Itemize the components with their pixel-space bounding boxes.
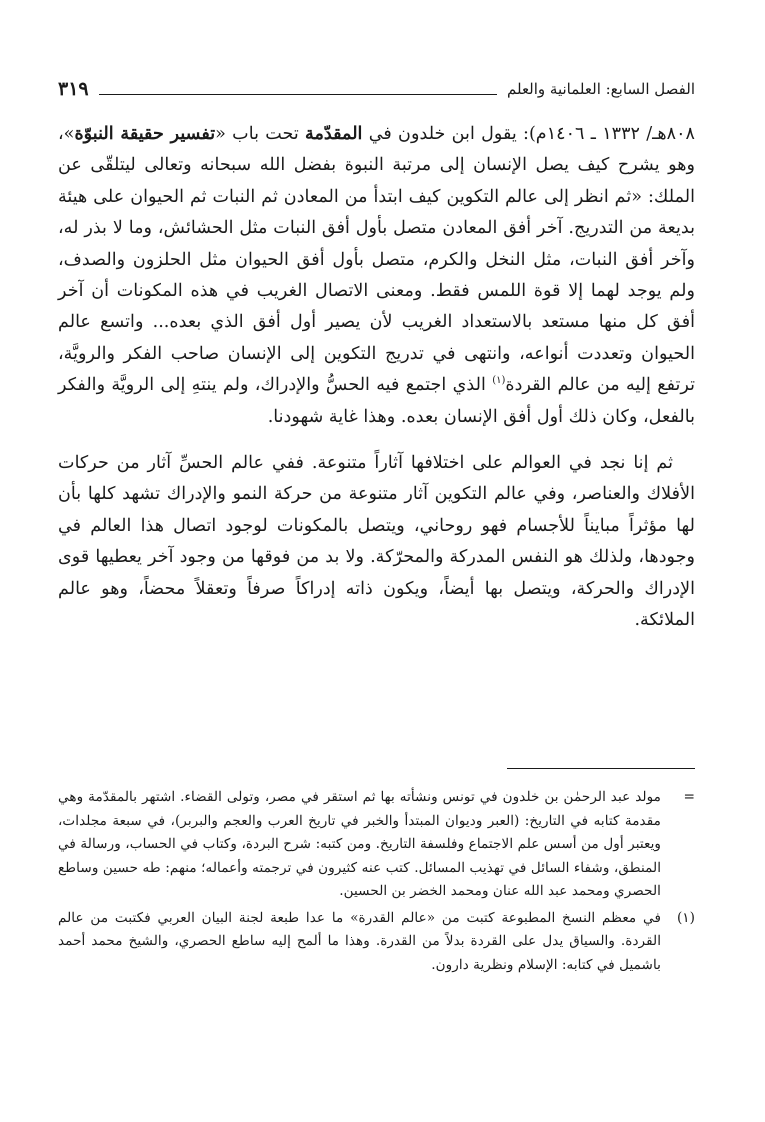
quote-intro: ٨٠٨هـ/ ١٣٣٢ ـ ١٤٠٦م): يقول ابن خلدون في	[362, 124, 695, 144]
footnote-text: في معظم النسخ المطبوعة كتبت من «عالم القدرة» ما عدا طبعة لجنة البيان العربي فكتبت من عالم القردة. والسياق يدل على القردة بدلاً من القدرة. وهذا ما ألمح إليه ساطع الحصري، والشيخ محمد أحمد باشميل في كتابه: الإسلام ونظرية دارون.	[58, 909, 661, 973]
footnote-reference: (١)	[492, 375, 506, 387]
book-title-muqaddima: المقدّمة	[305, 123, 363, 144]
quote-chapter-prefix: تحت باب «	[215, 124, 306, 144]
page-number: ٣١٩	[58, 78, 89, 100]
chapter-title: الفصل السابع: العلمانية والعلم	[507, 80, 695, 98]
footnote-separator	[507, 768, 695, 769]
footnote-continuation	[58, 786, 695, 904]
running-header	[58, 74, 695, 104]
quote-body: »، وهو يشرح كيف يصل الإنسان إلى مرتبة النبوة بفضل الله سبحانه وتعالى ليتلقّى عن الملك: «ثم انظر إلى عالم التكوين كيف ابتدأ من المعادن ثم النبات ثم الحيوان على هيئة بديعة من التدريج. آخر أفق المعادن متصل بأول أفق النبات مثل الحشائش، وما لا بذر له، وآخر أفق النبات، مثل النخل والكرم، متصل بأول أفق الحيوان مثل الحلزون والصدف، ولم يوجد لهما إلا قوة اللمس فقط. ومعنى الاتصال الغريب في هذه المكونات أن آخر أفق كل منها مستعد بالاستعداد الغريب لأن يصير أول أفق الذي بعده... واتسع عالم الحيوان وتعددت أنواعه، وانتهى في تدريج التكوين إلى الإنسان صاحب الفكر والرويَّة، ترتفع إليه من عالم القردة	[58, 124, 695, 396]
footnote-text: مولد عبد الرحمٰن بن خلدون في تونس ونشأته بها ثم استقر في مصر، وتولى القضاء. اشتهر بالمقدّمة وهي مقدمة كتابه في التاريخ: (العبر وديوان المبتدأ والخبر في تاريخ العرب والعجم والبربر)، في سبعة مجلدات، ويعتبر أول من أسس علم الاجتماع وفلسفة التاريخ. ومن كتبه: شرح البردة، وكتاب في الحساب، ورسالة في المنطق، وشفاء السائل في تهذيب المسائل. كتب عنه كثيرون في ترجمته وأعماله؛ منهم: طه حسين وساطع الحصري ومحمد عبد الله عنان ومحمد الخضر بن الحسين.	[58, 789, 661, 899]
chapter-name-prophecy: تفسير حقيقة النبوّة	[74, 123, 216, 144]
footnotes-section	[58, 786, 695, 977]
footnote-marker: =	[683, 789, 695, 805]
footnote-marker: (١)	[676, 909, 695, 926]
main-text	[58, 118, 695, 637]
paragraph-ibn-khaldun-quote	[58, 118, 695, 433]
quote-ending: الذي اجتمع فيه الحسُّ والإدراك، ولم ينتهِ إلى الرويَّة والفكر بالفعل، وكان ذلك أول أفق الإنسان بعده. وهذا غاية شهودنا.	[58, 375, 695, 427]
header-rule	[99, 94, 497, 95]
footnote-1	[58, 907, 695, 978]
paragraph-worlds: ثم إنا نجد في العوالم على اختلافها آثاراً متنوعة. ففي عالم الحسِّ آثار من حركات الأفلاك والعناصر، وفي عالم التكوين آثار متنوعة من حركة النمو والإدراك تشهد كلها بأن لها مؤثراً مبايناً للأجسام فهو روحاني، ويتصل بالمكونات لوجود اتصال هذا العالم في وجودها، ولذلك هو النفس المدركة والمحرّكة. ولا بد من فوقها من وجود آخر يعطيها قوى الإدراك والحركة، ويتصل بها أيضاً، ويكون ذاته إدراكاً صرفاً وتعقلاً محضاً، وهو عالم الملائكة.	[58, 453, 695, 631]
